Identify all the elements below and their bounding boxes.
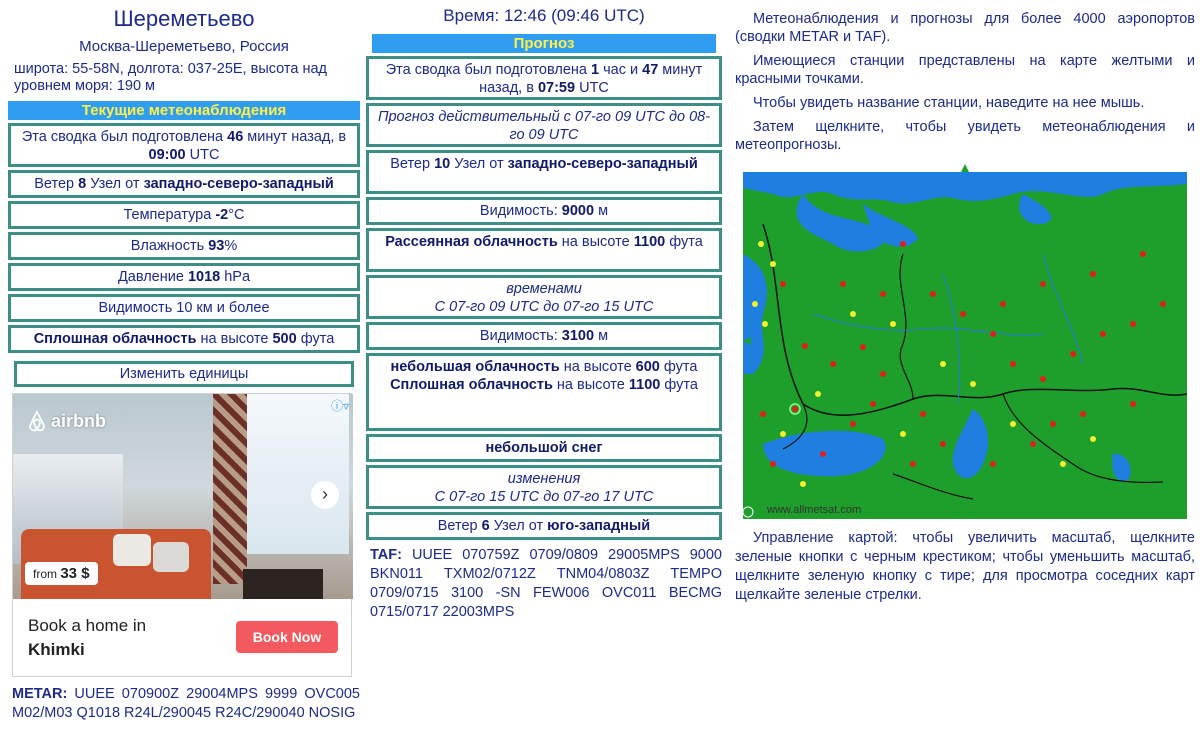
obs-report-age: Эта сводка был подготовлена 46 минут назад, в 09:00 UTC bbox=[8, 123, 360, 167]
obs-temperature: Температура -2°C bbox=[8, 201, 360, 229]
stations-paragraph: Имеющиеся станции представлены на карте желтыми и красными точками. bbox=[735, 53, 1195, 87]
forecast-visibility: Видимость: 9000 м bbox=[366, 197, 722, 225]
map-pan-up-arrow-icon[interactable] bbox=[961, 164, 969, 172]
airbnb-ad[interactable] bbox=[12, 393, 352, 677]
obs-pressure: Давление 1018 hPa bbox=[8, 263, 360, 291]
current-observations-column bbox=[8, 0, 360, 723]
map-zoom-button-icon[interactable] bbox=[743, 507, 753, 517]
becmg-period: изменения С 07-го 15 UTC до 07-го 17 UTC bbox=[366, 465, 722, 509]
obs-cloud: Сплошная облачность на высоте 500 фута bbox=[8, 325, 360, 353]
ad-price: from 33 $ bbox=[25, 562, 98, 585]
airbnb-icon bbox=[27, 410, 47, 432]
current-observations-banner: Текущие метеонаблюдения bbox=[8, 101, 360, 120]
tempo-visibility: Видимость: 3100 м bbox=[366, 322, 722, 350]
airbnb-logo: airbnb bbox=[27, 410, 106, 432]
station-map[interactable] bbox=[743, 164, 1187, 519]
station-coordinates: широта: 55-58N, долгота: 037-25E, высота над уровнем моря: 190 м bbox=[14, 61, 328, 94]
book-now-button[interactable]: Book Now bbox=[236, 621, 338, 653]
change-units-button[interactable]: Изменить единицы bbox=[14, 361, 354, 387]
forecast-column bbox=[366, 0, 722, 622]
ad-next-arrow-icon[interactable]: › bbox=[311, 481, 339, 509]
forecast-report-age: Эта сводка был подготовлена 1 час и 47 минут назад, в 07:59 UTC bbox=[366, 56, 722, 100]
taf-raw: TAF: UUEE 070759Z 0709/0809 29005MPS 9000 BKN011 TXM02/0712Z TNM04/0803Z TEMPO 0709/0715 3100 -SN FEW006 OVC011 BECMG 0715/0717 22003MPS bbox=[370, 547, 722, 620]
obs-humidity: Влажность 93% bbox=[8, 232, 360, 260]
ad-room-photo[interactable] bbox=[13, 394, 353, 599]
hover-paragraph: Чтобы увидеть название станции, наведите на нее мышь. bbox=[753, 95, 1145, 111]
ad-text: Book a home in Khimki bbox=[28, 616, 147, 659]
map-canvas[interactable] bbox=[743, 164, 1187, 519]
tempo-weather: небольшой снег bbox=[366, 434, 722, 462]
forecast-banner: Прогноз bbox=[372, 34, 716, 53]
metar-raw: METAR: UUEE 070900Z 29004MPS 9999 OVC005 M02/M03 Q1018 R24L/290045 R24C/290040 NOSIG bbox=[12, 686, 360, 721]
click-paragraph: Затем щелкните, чтобы увидеть метеонаблюдения и метеопрогнозы. bbox=[735, 119, 1195, 153]
forecast-scattered-clouds: Рассеянная облачность на высоте 1100 фута bbox=[366, 228, 722, 272]
station-title: Шереметьево bbox=[113, 6, 255, 31]
current-time: Время: 12:46 (09:46 UTC) bbox=[443, 6, 645, 25]
tempo-period: временами С 07-го 09 UTC до 07-го 15 UTC bbox=[366, 275, 722, 319]
forecast-validity: Прогноз действительный с 07-го 09 UTC до 08-го 09 UTC bbox=[366, 103, 722, 147]
map-watermark: www.allmetsat.com bbox=[767, 504, 862, 516]
intro-paragraph: Метеонаблюдения и прогнозы для более 4000 аэропортов (сводки METAR и TAF). bbox=[735, 11, 1195, 45]
obs-wind: Ветер 8 Узел от западно-северо-западный bbox=[8, 170, 360, 198]
station-location: Москва-Шереметьево, Россия bbox=[79, 38, 289, 55]
tempo-clouds: небольшая облачность на высоте 600 фута Сплошная облачность на высоте 1100 фута bbox=[366, 353, 722, 431]
ad-info-icon[interactable]: ⓘ▿ bbox=[330, 399, 349, 413]
forecast-wind: Ветер 10 Узел от западно-северо-западный bbox=[366, 150, 722, 194]
becmg-wind: Ветер 6 Узел от юго-западный bbox=[366, 512, 722, 540]
map-column bbox=[735, 0, 1195, 605]
map-controls-help: Управление картой: чтобы увеличить масштаб, щелкните зеленые кнопки с черным крестиком; чтобы уменьшить масштаб, щелкните зеленую кнопку с тире; для просмотра соседних карт щелкайте зеленые стрелки. bbox=[735, 530, 1195, 603]
obs-visibility: Видимость 10 км и более bbox=[8, 294, 360, 322]
